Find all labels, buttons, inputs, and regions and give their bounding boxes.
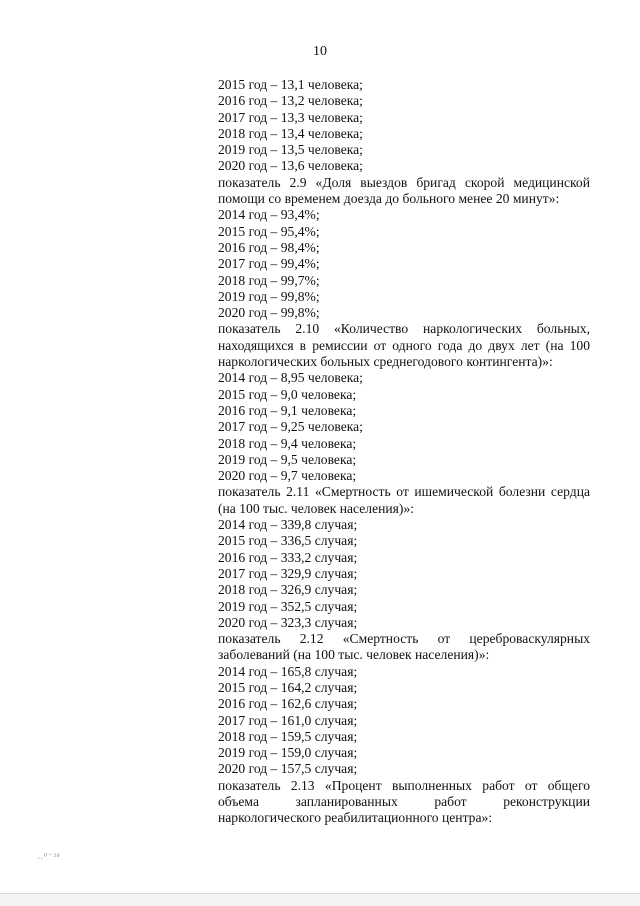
list-item: 2020 год – 323,3 случая; [218, 614, 358, 630]
list-item: 2016 год – 98,4%; [218, 239, 320, 255]
indicator-heading: показатель 2.11 «Смертность от ишемической болезни сердца (на 100 тыс. человек населения)»: [218, 484, 590, 516]
scan-mark: ᵣ.⁰⁻²⁸ [38, 852, 61, 861]
list-item: 2016 год – 333,2 случая; [218, 549, 358, 565]
list-item: 2014 год – 339,8 случая; [218, 517, 358, 533]
list-item: 2016 год – 9,1 человека; [218, 402, 357, 418]
list-item: 2019 год – 352,5 случая; [218, 598, 358, 614]
list-item: 2015 год – 13,1 человека; [218, 77, 363, 92]
list-item: 2020 год – 99,8%; [218, 305, 320, 321]
list-item: 2018 год – 159,5 случая; [218, 728, 358, 744]
list-item: 2019 год – 13,5 человека; [218, 142, 363, 158]
list-item: 2015 год – 336,5 случая; [218, 533, 358, 549]
list-item: 2019 год – 99,8%; [218, 288, 320, 304]
list-item: 2015 год – 95,4%; [218, 223, 320, 239]
list-item: 2018 год – 13,4 человека; [218, 125, 363, 141]
page-bottom-edge [0, 893, 640, 906]
list-item: 2017 год – 9,25 человека; [218, 419, 363, 435]
indicator-heading: показатель 2.12 «Смертность от цереброваскулярных заболеваний (на 100 тыс. человек населения)»: [218, 631, 590, 663]
list-item: 2014 год – 8,95 человека; [218, 370, 363, 386]
list-item: 2016 год – 13,2 человека; [218, 93, 363, 109]
list-item: 2020 год – 9,7 человека; [218, 468, 357, 484]
list-item: 2018 год – 326,9 случая; [218, 582, 358, 598]
list-item: 2014 год – 93,4%; [218, 207, 320, 223]
list-item: 2018 год – 99,7%; [218, 272, 320, 288]
list-item: 2019 год – 9,5 человека; [218, 451, 357, 467]
indicator-heading: показатель 2.10 «Количество наркологических больных, находящихся в ремиссии от одного года до двух лет (на 100 наркологических больных среднегодового контингента)»: [218, 321, 590, 370]
list-item: 2015 год – 164,2 случая; [218, 679, 358, 695]
list-item: 2014 год – 165,8 случая; [218, 663, 358, 679]
page-number: 10 [313, 44, 327, 59]
list-item: 2020 год – 13,6 человека; [218, 158, 363, 174]
indicator-heading: показатель 2.13 «Процент выполненных работ от общего объема запланированных работ реконструкции наркологического реабилитационного центра»: [218, 777, 590, 826]
indicator-heading: показатель 2.9 «Доля выездов бригад скорой медицинской помощи со временем доезда до больного менее 20 минут»: [218, 174, 590, 207]
list-item: 2016 год – 162,6 случая; [218, 696, 358, 712]
list-item: 2017 год – 161,0 случая; [218, 712, 358, 728]
list-item: 2015 год – 9,0 человека; [218, 386, 357, 402]
list-item: 2017 год – 13,3 человека; [218, 109, 363, 125]
list-item: 2020 год – 157,5 случая; [218, 761, 358, 777]
list-item: 2017 год – 99,4%; [218, 256, 320, 272]
list-item: 2018 год – 9,4 человека; [218, 435, 357, 451]
document-body [218, 77, 590, 827]
list-item: 2017 год – 329,9 случая; [218, 565, 358, 581]
list-item: 2019 год – 159,0 случая; [218, 745, 358, 761]
